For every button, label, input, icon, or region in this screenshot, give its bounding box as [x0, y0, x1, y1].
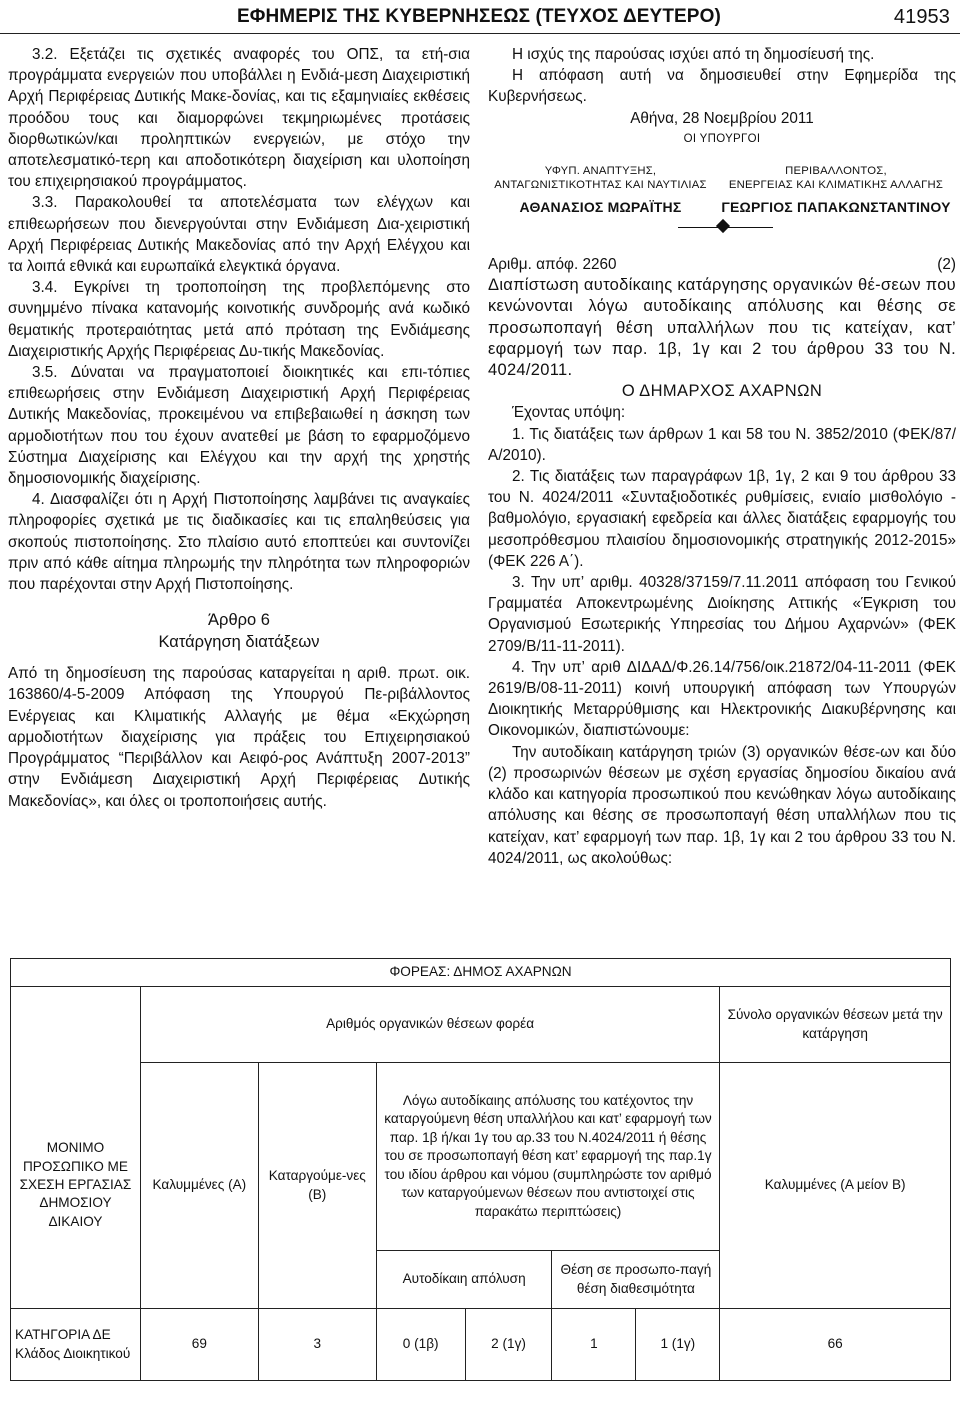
table-row-category: ΚΑΤΗΓΟΡΙΑ ΔΕ Κλάδος Διοικητικού — [11, 1309, 141, 1381]
signatures — [488, 164, 956, 214]
repeal-paragraph: Από τη δημοσίευση της παρούσας καταργείται η αριθ. πρωτ. οικ. 163860/4-5-2009 Απόφαση της Υπουργού Πε-ριβάλλοντος Ενέργειας και Κλιματικής Αλλαγής με θέμα «Εκχώρηση αρμοδιοτήτων διαχείρισης για πράξεις του Επιχειρησιακού Προγράμματος “Περιβάλλον και Αειφό-ρος Ανάπτυξη 2007-2013” στην Ενδιάμεση Διαχειριστική Αρχή Περιφέρειας Δυτικής Μακεδονίας», και όλες οι τροποποιήσεις αυτής. — [8, 665, 470, 810]
table-cell-personal-1g: 1 (1γ) — [636, 1309, 720, 1381]
recital-2: 2. Τις διατάξεις των παραγράφων 1β, 1γ, 2 και 9 του άρθρου 33 του Ν. 4024/2011 «Συνταξιοδοτικές ρυθμίσεις, ενιαίο μισθολόγιο - βαθμολόγιο, εργασιακή εφεδρεία και άλλες διατάξεις εφαρμογής του μεσοπρόθεσμου πλαισίου δημοσιονομικής στρατηγικής 2012-2015» (ΦΕΚ 226 Α΄). — [488, 468, 956, 570]
gazette-title: ΕΦΗΜΕΡΙΣ ΤΗΣ ΚΥΒΕΡΝΗΣΕΩΣ (ΤΕΥΧΟΣ ΔΕΥΤΕΡΟ) — [237, 6, 721, 27]
signature-left — [488, 164, 713, 214]
section-separator — [488, 216, 956, 240]
signature-left-name: ΑΘΑΝΑΣΙΟΣ ΜΩΡΑΪΤΗΣ — [519, 199, 682, 216]
paragraph-4: 4. Διασφαλίζει ότι η Αρχή Πιστοποίησης λαμβάνει τις αναγκαίες πληροφορίες σχετικά με τις διαδικασίες και τις επαληθεύσεις για σκοπούς πιστοποίησης. Στο πλαίσιο αυτό εποπτεύει και συντονίζει πριν από κάθε αίτημα πληρωμής την πληρότητα των πληροφοριών που παρέχονται στην Αρχή Πιστοποίησης. — [8, 491, 470, 594]
paragraph-3-5: 3.5. Δύναται να πραγματοποιεί διοικητικές και επι-τόπιες επιθεωρήσεις στην Ενδιάμεση Διαχειριστική Αρχή Περιφέρειας Δυτικής Μακεδονίας, προκειμένου να επιβεβαιωθεί η άσκηση των αρμοδιοτήτων που του έχουν ανατεθεί με βάση το εφαρμοζόμενο Σύστημα Διαχείρισης και Ελέγχου και την αρχή της χρηστής δημοσιονομικής διαχείρισης. — [8, 364, 470, 488]
recital-3: 3. Την υπ’ αριθμ. 40328/37159/7.11.2011 απόφαση του Γενικού Γραμματέα Αποκεντρωμένης Διοίκησης Αττικής «Έγκριση του Οργανισμού Εσωτερικής Υπηρεσίας του Δήμου Αχαρνών» (ΦΕΚ 2709/Β/11-11-2011). — [488, 574, 956, 655]
decision-title: Διαπίστωση αυτοδίκαιης κατάργησης οργανικών θέ-σεων που κενώνονται λόγω αυτοδίκαιης απόλυσης και θέσης σε προσωποπαγή θέση υπαλλήλων που τις κατείχαν, κατ’ εφαρμογή των παρ. 1β, 1γ και 2 του άρθρου 33 του Ν. 4024/2011. — [488, 276, 956, 380]
table-cell-filled: 69 — [140, 1309, 258, 1381]
filled-minus-header: Καλυμμένες (Α μείον Β) — [720, 1063, 951, 1309]
paragraph-3-3: 3.3. Παρακολουθεί τα αποτελέσματα των ελέγχων και επιθεωρήσεων που διενεργούνται στην Ενδιάμεση Δια-χειριστική Αρχή Περιφέρειας Δυτικής Μακεδονίας από την Αρχή Ελέγχου και τα λοιπά εθνικά και ευρωπαϊκά ελεγκτικά όργανα. — [8, 194, 470, 276]
table-cell-auto-dismissal-1b: 0 (1β) — [376, 1309, 465, 1381]
left-column — [8, 44, 470, 812]
page-number: 41953 — [893, 6, 950, 28]
page-header — [0, 6, 960, 32]
table-agency-header: ΦΟΡΕΑΣ: ΔΗΜΟΣ ΑΧΑΡΝΩΝ — [11, 959, 951, 987]
article-heading — [8, 609, 470, 653]
abolished-b-header: Καταργούμε-νες (Β) — [258, 1063, 376, 1309]
paragraph-3-2: 3.2. Εξετάζει τις σχετικές αναφορές του ΟΠΣ, τα ετή-σια προγράμματα ενεργειών που υποβάλλει η Ενδιά-μεση Διαχειριστική Αρχή Περιφέρειας Δυτικής Μακε-δονίας, και τις εξαμηνιαίες εκθέσεις προόδου τους και διαμορφώνει τεκμηριωμένες προτάσεις διορθωτικών/και προληπτικών ενεργειών, με στόχο την αποτελεσματικό-τερη και αποδοτικότερη διαχείριση και υλοποίηση του επιχειρησιακού προγράμματος. — [8, 46, 470, 191]
staff-type-header: ΜΟΝΙΜΟ ΠΡΟΣΩΠΙΚΟ ΜΕ ΣΧΕΣΗ ΕΡΓΑΣΙΑΣ ΔΗΜΟΣΙΟΥ ΔΙΚΑΙΟΥ — [11, 1063, 141, 1309]
filled-a-header: Καλυμμένες (Α) — [140, 1063, 258, 1309]
decision-number-row — [488, 254, 956, 275]
signature-left-title-1: ΥΦΥΠ. ΑΝΑΠΤΥΞΗΣ, — [544, 165, 657, 178]
publication-text: Η απόφαση αυτή να δημοσιευθεί στην Εφημερίδα της Κυβερνήσεως. — [488, 67, 956, 106]
validity-text: Η ισχύς της παρούσας ισχύει από τη δημοσίευσή της. — [512, 46, 875, 63]
table-cell-remaining: 66 — [720, 1309, 951, 1381]
reason-header: Λόγω αυτοδίκαιης απόλυσης του κατέχοντος την καταργούμενη θέση υπαλλήλου και κατ’ εφαρμογή των παρ. 1β ή/και 1γ του αρ.33 του Ν.4024/2011 ή θέσης του σε προσωποπαγή θέση κατ’ εφαρμογή της παρ.1γ του ιδίου άρθρου και νόμου (συμπληρώστε τον αριθμό των καταργούμενων θέσεων που αντιστοιχεί στις παρακάτω περιπτώσεις) — [376, 1063, 720, 1251]
article-title: Κατάργηση διατάξεων — [158, 633, 320, 652]
conclusion-paragraph: Την αυτοδίκαιη κατάργηση τριών (3) οργανικών θέσε-ων και δύο (2) προσωρινών θέσεων με σχέση εργασίας δημοσίου δικαίου ανά κλάδο και κατηγορία προσωπικού που κενώθηκαν λόγω αυτοδίκαιης απόλυσης και θέσης σε προσωποπαγή θέση υπαλλήλων που τις κατείχαν, κατ’ εφαρμογή των παρ. 1β, 1γ και 2 του άρθρου 33 του Ν. 4024/2011, ως ακολούθως: — [488, 743, 956, 867]
diamond-icon — [716, 219, 730, 233]
signature-right-title-1: ΠΕΡΙΒΑΛΛΟΝΤΟΣ, — [785, 165, 887, 178]
total-after-header: Σύνολο οργανικών θέσεων μετά την κατάργηση — [720, 987, 951, 1063]
header-divider — [0, 33, 960, 34]
positions-table — [10, 958, 951, 1381]
recital-1: 1. Τις διατάξεις των άρθρων 1 και 58 του Ν. 3852/2010 (ΦΕΚ/87/Α/2010). — [488, 425, 956, 464]
right-column — [488, 44, 956, 869]
article-number: Άρθρο 6 — [208, 611, 270, 630]
signature-right-name: ΓΕΩΡΓΙΟΣ ΠΑΠΑΚΩΝΣΤΑΝΤΙΝΟΥ — [721, 199, 951, 216]
table-cell-abolished: 3 — [258, 1309, 376, 1381]
auto-dismissal-header: Αυτοδίκαιη απόλυση — [376, 1251, 552, 1309]
decision-number: Αριθμ. απόφ. 2260 — [488, 256, 617, 274]
signature-left-title-2: ΑΝΤΑΓΩΝΙΣΤΙΚΟΤΗΤΑΣ ΚΑΙ ΝΑΥΤΙΛΙΑΣ — [494, 179, 707, 192]
personal-position-header: Θέση σε προσωπο-παγή θέση διαθεσιμότητα — [552, 1251, 720, 1309]
recital-4: 4. Την υπ’ αριθ ΔΙΔΑΔ/Φ.26.14/756/οικ.21872/04-11-2011 (ΦΕΚ 2619/Β/08-11-2011) κοινή υπουργική απόφαση των Υπουργών Διοικητικής Μεταρρύθμισης και Ηλεκτρονικής Διακυβέρνησης και Οικονομικών, διαπιστώνουμε: — [488, 658, 956, 740]
signature-right — [716, 164, 956, 214]
signature-right-title-2: ΕΝΕΡΓΕΙΑΣ ΚΑΙ ΚΛΙΜΑΤΙΚΗΣ ΑΛΛΑΓΗΣ — [728, 179, 944, 192]
ministers-label: ΟΙ ΥΠΟΥΡΓΟΙ — [683, 132, 761, 145]
paragraph-3-4: 3.4. Εγκρίνει τη τροποποίηση της προβλεπόμενης στο συνημμένο πίνακα κατανομής κοινοτικής συνδρομής ανά κωδικό θεματικής προτεραιότητας μετά από πρόταση της Ενδιάμεσης Διαχειριστικής Αρχής Περιφέρειας Δυ-τικής Μακεδονίας. — [8, 279, 470, 360]
table-cell-auto-dismissal-1g: 2 (1γ) — [465, 1309, 552, 1381]
decision-sequence: (2) — [937, 256, 956, 274]
org-positions-header: Αριθμός οργανικών θέσεων φορέα — [140, 987, 719, 1063]
considering-label: Έχοντας υπόψη: — [512, 404, 626, 422]
table-cell-personal: 1 — [552, 1309, 636, 1381]
mayor-heading: Ο ΔΗΜΑΡΧΟΣ ΑΧΑΡΝΩΝ — [621, 382, 823, 401]
place-date: Αθήνα, 28 Νοεμβρίου 2011 — [630, 109, 814, 127]
